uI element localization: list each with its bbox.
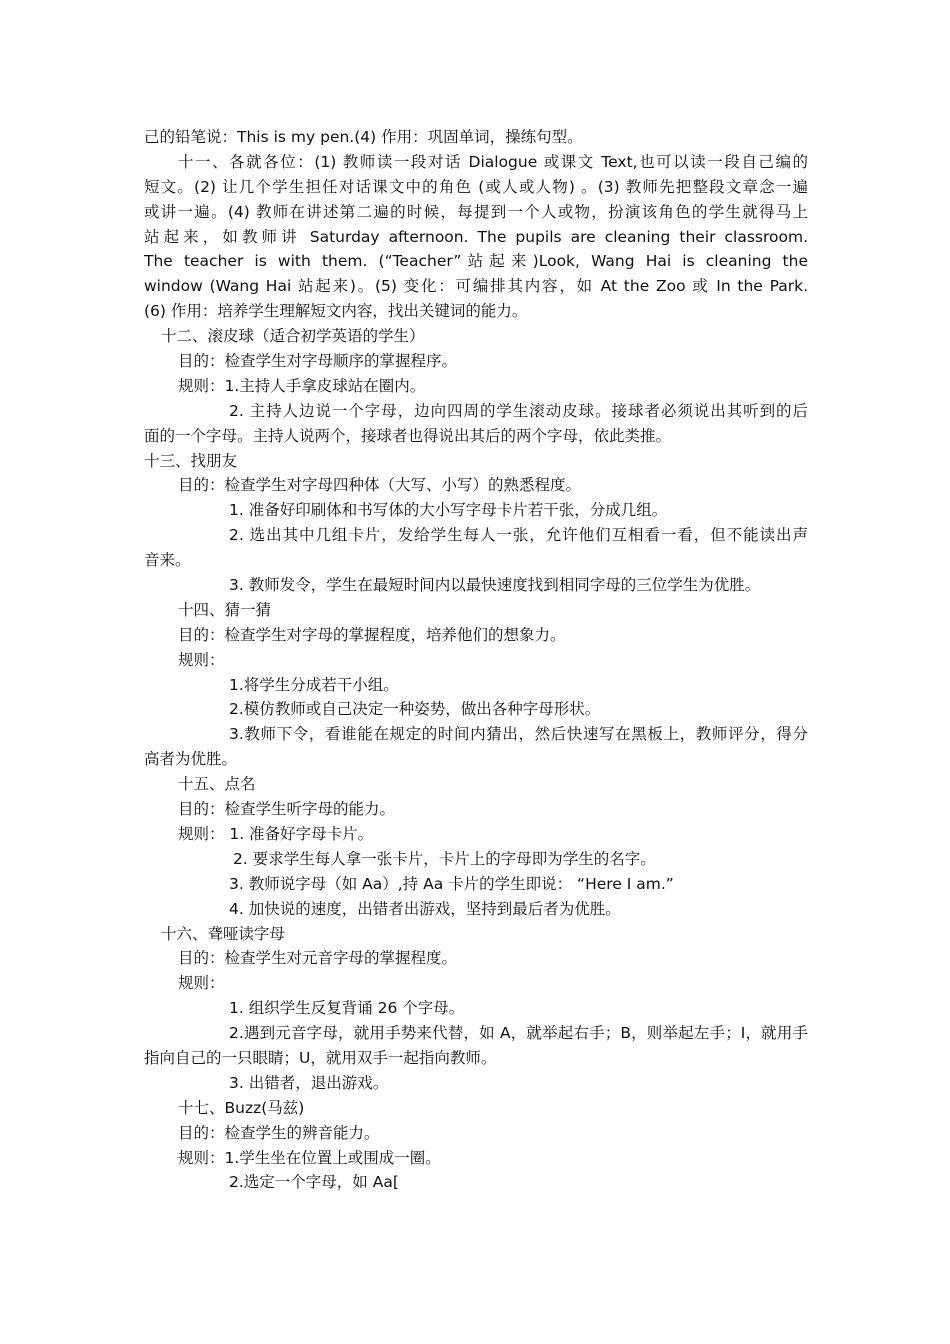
text-line: 十四、猜一猜 [178, 600, 272, 619]
text-line: 目的：检查学生对字母的掌握程度，培养他们的想象力。 [178, 625, 566, 644]
text-line: 2. 要求学生每人拿一张卡片，卡片上的字母即为学生的名字。 [233, 849, 656, 868]
text-line: 短文。(2) 让几个学生担任对话课文中的角色 (或人或人物) 。(3) 教师先把整段文章念一遍 [144, 177, 808, 196]
text-line: 目的：检查学生的辨音能力。 [178, 1123, 380, 1142]
text-line: 高者为优胜。 [144, 750, 238, 769]
text-line: 3. 教师发令，学生在最短时间内以最快速度找到相同字母的三位学生为优胜。 [229, 576, 761, 595]
text-line: 规则： [178, 650, 225, 669]
text-line: 面的一个字母。主持人说两个，接球者也得说出其后的两个字母，依此类推。 [144, 426, 672, 445]
text-line: 站起来，如教师讲 Saturday afternoon. The pupils are cleaning their classroom. [144, 227, 808, 246]
text-line: 十二、滚皮球（适合初学英语的学生） [161, 327, 425, 346]
text-line: The teacher is with them. (“Teacher”站起来)Look, Wang Hai is cleaning the [144, 252, 808, 271]
text-line: 十六、聋哑读字母 [161, 924, 286, 943]
text-line: 音来。 [144, 551, 191, 570]
text-line: 3. 教师说字母（如 Aa）,持 Aa 卡片的学生即说： “Here I am.” [229, 874, 674, 893]
text-line: (6) 作用：培养学生理解短文内容，找出关键词的能力。 [144, 302, 528, 321]
text-line: 十三、找朋友 [144, 451, 238, 470]
document-body [144, 125, 808, 1195]
text-line: 1. 组织学生反复背诵 26 个字母。 [229, 999, 465, 1018]
text-line: 规则：1.学生坐在位置上或围成一圈。 [178, 1148, 441, 1167]
text-line: 2.遇到元音字母，就用手势来代替，如 A，就举起右手；B，则举起左手；I，就用手 [229, 1024, 808, 1043]
text-line: 十一、各就各位：(1) 教师读一段对话 Dialogue 或课文 Text,也可以读一段自己编的 [178, 152, 808, 171]
text-line: 3. 出错者，退出游戏。 [229, 1073, 389, 1092]
text-line: 3.教师下令，看谁能在规定的时间内猜出，然后快速写在黑板上，教师评分，得分 [229, 725, 808, 744]
text-line: 十五、点名 [178, 775, 256, 794]
text-line: 2.模仿教师或自己决定一种姿势，做出各种字母形状。 [229, 700, 601, 719]
text-line: 或讲一遍。(4) 教师在讲述第二遍的时候，每提到一个人或物，扮演该角色的学生就得马上 [144, 202, 808, 221]
text-line: 1. 准备好印刷体和书写体的大小写字母卡片若干张，分成几组。 [229, 501, 668, 520]
text-line: 1.将学生分成若干小组。 [229, 675, 399, 694]
text-line: 2. 主持人边说一个字母，边向四周的学生滚动皮球。接球者必须说出其听到的后 [229, 401, 808, 420]
text-line: 规则：1.主持人手拿皮球站在圈内。 [178, 376, 426, 395]
text-line: 4. 加快说的速度，出错者出游戏，坚持到最后者为优胜。 [229, 899, 621, 918]
text-line: 目的：检查学生对字母四种体（大写、小写）的熟悉程度。 [178, 476, 582, 495]
text-line: 2.选定一个字母，如 Aa[ [229, 1173, 399, 1192]
text-line: 十七、Buzz(马兹) [178, 1098, 305, 1117]
text-line: 规则： [178, 974, 225, 993]
text-line: 指向自己的一只眼睛；U，就用双手一起指向教师。 [144, 1048, 497, 1067]
text-line: window (Wang Hai 站起来)。(5) 变化：可编排其内容，如 At the Zoo 或 In the Park. [144, 277, 808, 296]
text-line: 己的铅笔说：This is my pen.(4) 作用：巩固单词，操练句型。 [144, 128, 583, 146]
text-line: 2. 选出其中几组卡片，发给学生每人一张，允许他们互相看一看，但不能读出声 [229, 526, 808, 545]
text-line: 目的：检查学生听字母的能力。 [178, 800, 396, 819]
text-line: 目的：检查学生对字母顺序的掌握程序。 [178, 352, 458, 371]
text-line: 目的：检查学生对元音字母的掌握程度。 [178, 949, 458, 968]
text-line: 规则： 1. 准备好字母卡片。 [178, 824, 374, 843]
